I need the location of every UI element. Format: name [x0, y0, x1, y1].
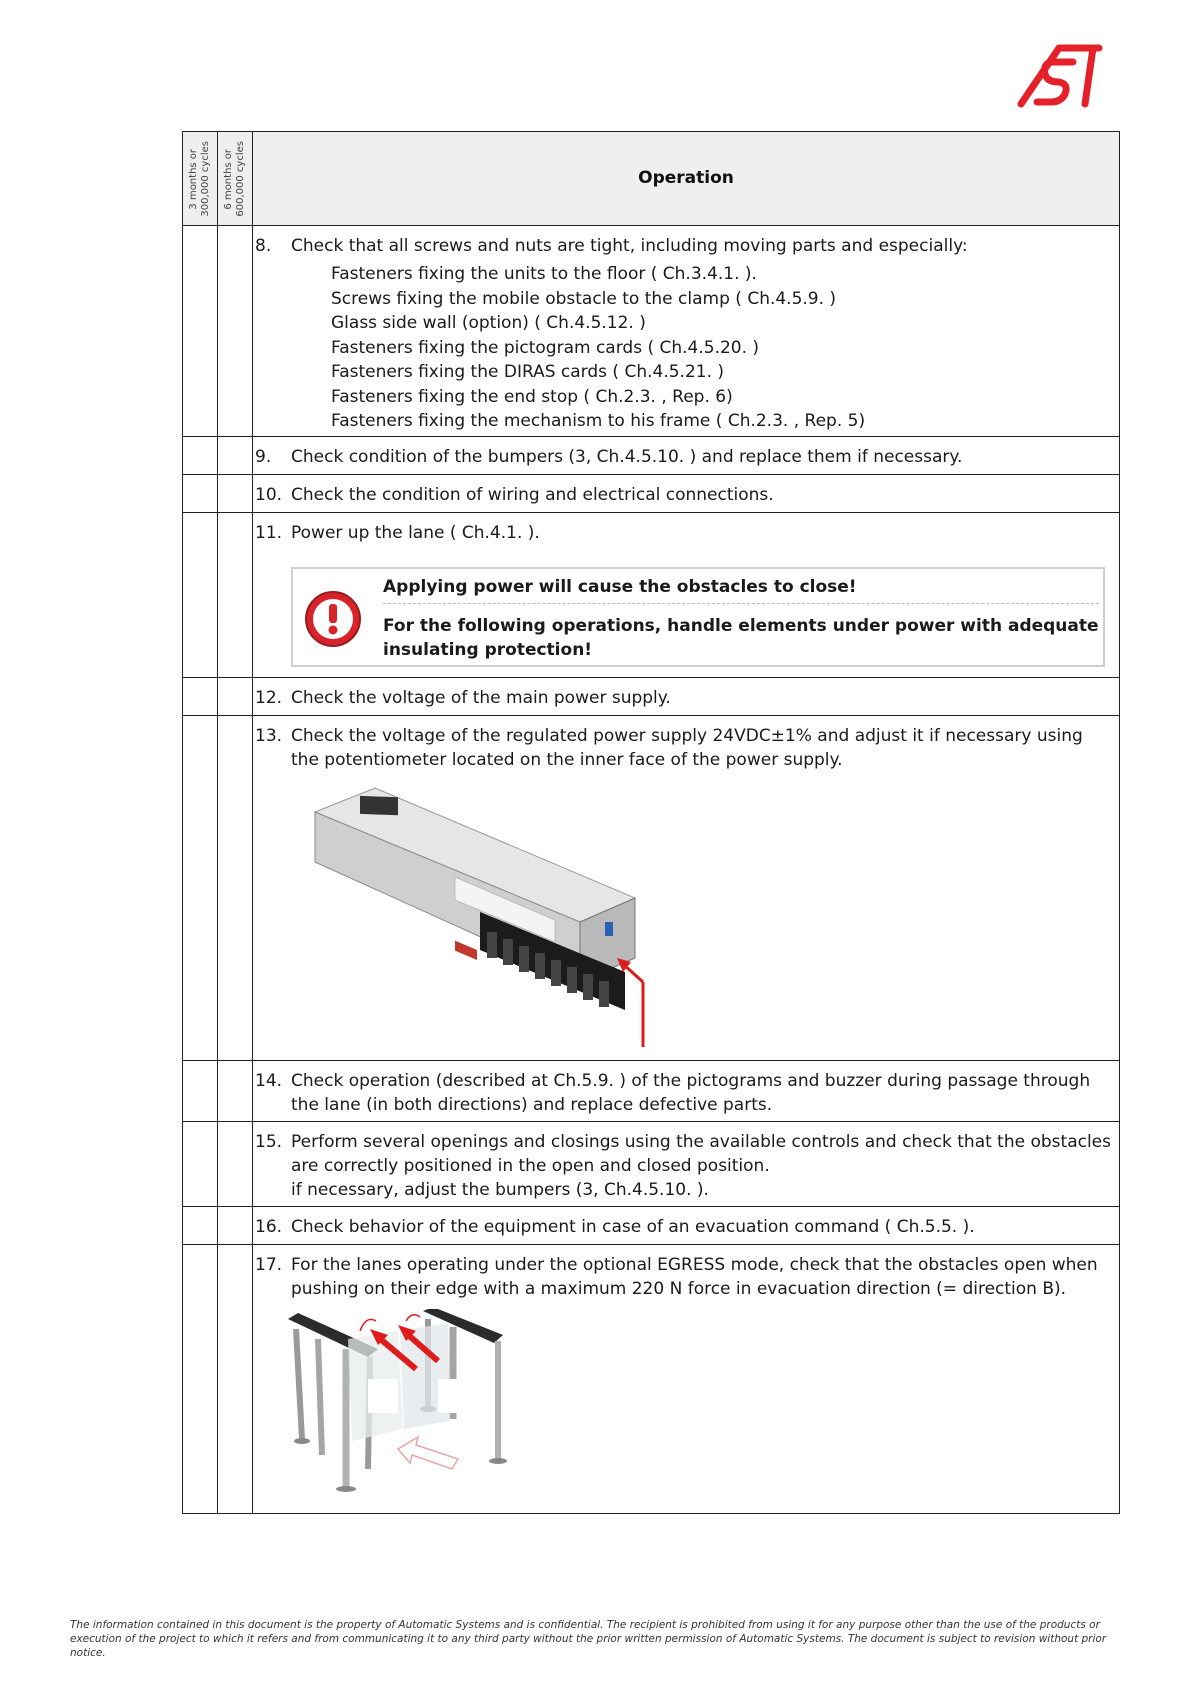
warning-text-power: Applying power will cause the obstacles to close! — [383, 577, 1099, 604]
table-row: 10. Check the condition of wiring and electrical connections. — [183, 475, 1120, 513]
list-item: Fasteners fixing the end stop ( Ch.2.3. , Rep. 6) — [331, 386, 733, 407]
table-row: 16. Check behavior of the equipment in case of an evacuation command ( Ch.5.5. ). — [183, 1207, 1120, 1245]
table-row: 11. Power up the lane ( Ch.4.1. ). Applying power will cause the obstacles to close! For the following operations, handle elements under power with adequate insulating protection! — [183, 513, 1120, 678]
list-item: Screws fixing the mobile obstacle to the clamp ( Ch.4.5.9. ) — [331, 288, 837, 309]
warning-exclamation-icon — [303, 589, 363, 649]
table-row: 9. Check condition of the bumpers (3, Ch.4.5.10. ) and replace them if necessary. — [183, 437, 1120, 475]
header-6-months: 6 months or 600,000 cycles — [218, 132, 253, 226]
header-3-months: 3 months or 300,000 cycles — [183, 132, 218, 226]
confidentiality-footer: The information contained in this document is the property of Automatic Systems and is confidential. The recipient is prohibited from using it for any purpose other than the use of the products or execution of the project to which it refers and from communicating it to any third party without the prior written permission of Automatic Systems. The document is subject to revision without prior notice. — [70, 1619, 1107, 1659]
list-item: Fasteners fixing the DIRAS cards ( Ch.4.5.21. ) — [331, 362, 725, 382]
warning-box — [291, 567, 1105, 667]
list-item: Fasteners fixing the mechanism to his frame ( Ch.2.3. , Rep. 5) — [331, 411, 866, 431]
table-row: 17. For the lanes operating under the optional EGRESS mode, check that the obstacles open when pushing on their edge with a maximum 220 N force in evacuation direction (= direction B). — [183, 1245, 1120, 1514]
maintenance-table — [182, 131, 1120, 1514]
list-item: Glass side wall (option) ( Ch.4.5.12. ) — [331, 313, 646, 333]
header-operation: Operation — [253, 132, 1120, 226]
table-row: 14. Check operation (described at Ch.5.9. ) of the pictograms and buzzer during passage through the lane (in both directions) and replace defective parts. — [183, 1061, 1120, 1122]
table-header-row — [183, 132, 1120, 226]
power-supply-image — [305, 782, 685, 1054]
table-row: 12. Check the voltage of the main power supply. — [183, 678, 1120, 716]
list-item: Fasteners fixing the pictogram cards ( Ch.4.5.20. ) — [331, 337, 760, 358]
egress-gate-image — [288, 1309, 528, 1505]
table-row: 15. Perform several openings and closings using the available controls and check that the obstacles are correctly positioned in the open and closed position. if necessary, adjust the bumpers (3, Ch.4.5.10. ). — [183, 1122, 1120, 1207]
warning-text-insulation: For the following operations, handle elements under power with adequate insulating protection! — [383, 616, 1099, 660]
table-row: 13. Check the voltage of the regulated power supply 24VDC±1% and adjust it if necessary using the potentiometer located on the inner face of the power supply. — [183, 716, 1120, 1061]
automatic-systems-logo — [1015, 42, 1107, 108]
table-row: 8. Check that all screws and nuts are tight, including moving parts and especially: Fasteners fixing the units to the floor ( Ch.3.4.1. ). Screws fixing the mobile obstacle to the clamp ( Ch.4.5.9. ) Glass side wall (option) ( Ch.4.5.12. ) Fasteners fixing the pictogram cards ( Ch.4.5.20. ) Fasteners fixing the DIRAS cards ( Ch.4.5.21. ) Fasteners fixing the end stop ( Ch.2.3. , Rep. 6) Fasteners fixing the mechanism to his frame ( Ch.2.3. , Rep. 5) — [183, 226, 1120, 437]
fastener-list — [253, 262, 1119, 434]
list-item: Fasteners fixing the units to the floor ( Ch.3.4.1. ). — [331, 264, 757, 284]
